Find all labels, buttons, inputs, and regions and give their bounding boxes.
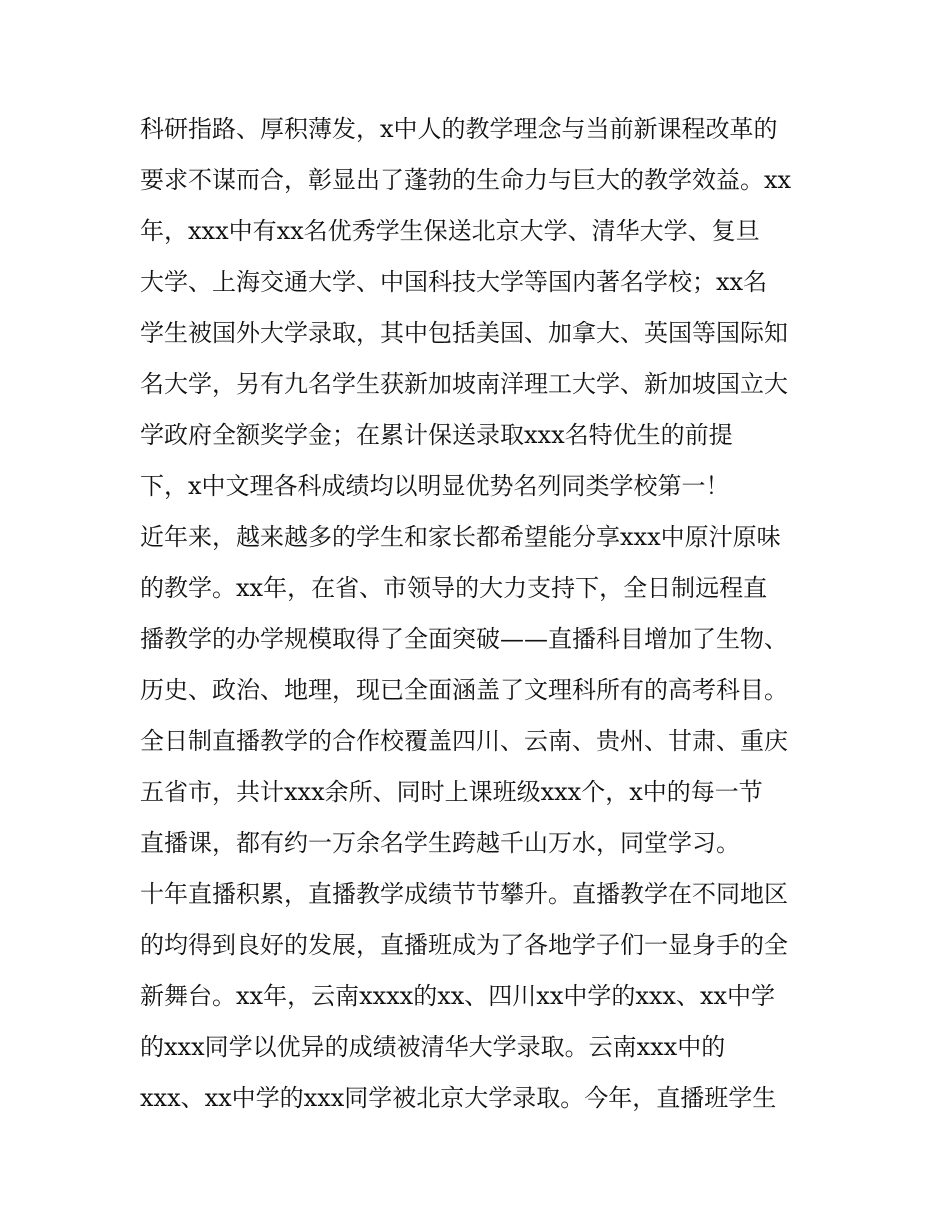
text-line: 大学、上海交通大学、中国科技大学等国内著名学校；xx名 — [140, 268, 768, 296]
text-line: 年，xxx中有xx名优秀学生保送北京大学、清华大学、复旦 — [140, 217, 760, 245]
text-line: xxx、xx中学的xxx同学被北京大学录取。今年，直播班学生 — [140, 1084, 777, 1112]
text-line: 新舞台。xx年，云南xxxx的xx、四川xx中学的xxx、xx中学 — [140, 982, 776, 1010]
text-line: 学生被国外大学录取，其中包括美国、加拿大、英国等国际知 — [140, 319, 788, 347]
text-line: 十年直播积累，直播教学成绩节节攀升。直播教学在不同地区 — [140, 880, 788, 908]
text-line: 的xxx同学以优异的成绩被清华大学录取。云南xxx中的 — [140, 1033, 726, 1061]
text-line: 播教学的办学规模取得了全面突破——直播科目增加了生物、 — [140, 625, 788, 653]
text-line: 学政府全额奖学金；在累计保送录取xxx名特优生的前提 — [140, 421, 733, 449]
text-line: 的教学。xx年，在省、市领导的大力支持下，全日制远程直 — [140, 574, 768, 602]
text-line: 直播课，都有约一万余名学生跨越千山万水，同堂学习。 — [140, 829, 740, 857]
text-line: 历史、政治、地理，现已全面涵盖了文理科所有的高考科目。 — [140, 676, 788, 704]
text-line: 的均得到良好的发展，直播班成为了各地学子们一显身手的全 — [140, 931, 788, 959]
text-line: 名大学，另有九名学生获新加坡南洋理工大学、新加坡国立大 — [140, 370, 788, 398]
text-line: 全日制直播教学的合作校覆盖四川、云南、贵州、甘肃、重庆 — [140, 727, 788, 755]
text-line: 要求不谋而合，彰显出了蓬勃的生命力与巨大的教学效益。xx — [140, 166, 792, 194]
text-line: 下，x中文理各科成绩均以明显优势名列同类学校第一！ — [140, 472, 730, 500]
text-line: 近年来，越来越多的学生和家长都希望能分享xxx中原汁原味 — [140, 523, 781, 551]
text-line: 五省市，共计xxx余所、同时上课班级xxx个，x中的每一节 — [140, 778, 763, 806]
body-text — [140, 104, 830, 1124]
text-line: 科研指路、厚积薄发，x中人的教学理念与当前新课程改革的 — [140, 115, 778, 143]
